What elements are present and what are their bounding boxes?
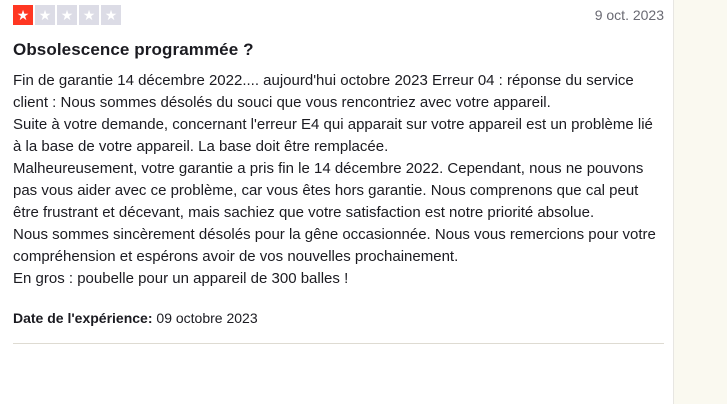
star-icon: ★ [57,5,77,25]
review-paragraph: En gros : poubelle pour un appareil de 300 balles ! [13,270,349,287]
review-body [13,70,664,290]
star-icon: ★ [13,5,33,25]
review-posted-date: 9 oct. 2023 [594,7,664,23]
experience-date-line [13,308,664,328]
review-paragraph: Fin de garantie 14 décembre 2022.... aujourd'hui octobre 2023 Erreur 04 : réponse du service client : Nous sommes désolés du souci que vous rencontriez avec votre appareil. [13,72,634,111]
review-divider [13,343,664,344]
star-icon: ★ [101,5,121,25]
experience-date-value: 09 octobre 2023 [156,310,258,326]
experience-date-label: Date de l'expérience: [13,310,153,326]
review-paragraph: Suite à votre demande, concernant l'erreur E4 qui apparait sur votre appareil est un problème lié à la base de votre appareil. La base doit être remplacée. [13,116,653,155]
star-rating [13,5,121,25]
star-icon: ★ [35,5,55,25]
page-background [673,0,727,404]
review-header [13,5,664,25]
review-paragraph: Malheureusement, votre garantie a pris fin le 14 décembre 2022. Cependant, nous ne pouvons pas vous aider avec ce problème, car vous êtes hors garantie. Nous comprenons que cal peut être frustrant et décevant, mais sachiez que votre satisfaction est notre priorité absolue. [13,160,644,221]
star-icon: ★ [79,5,99,25]
review-title[interactable]: Obsolescence programmée ? [13,40,254,59]
review-paragraph: Nous sommes sincèrement désolés pour la gêne occasionnée. Nous vous remercions pour votre compréhension et espérons avoir de vos nouvelles prochainement. [13,226,656,265]
